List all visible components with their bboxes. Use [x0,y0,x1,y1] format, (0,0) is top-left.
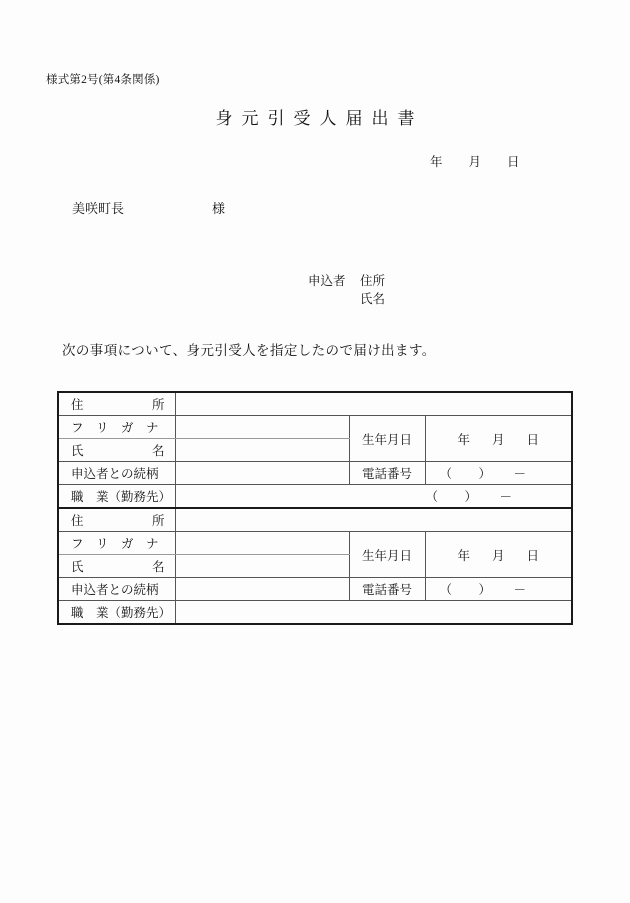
applicant-name-row [308,290,385,308]
occupation-value-cell-1[interactable] [175,485,572,509]
table-row [58,485,572,509]
table-row [58,416,572,439]
page-title: 身元引受人届出書 [215,109,424,128]
dob-value-cell-1[interactable]: 年 月 日 [425,416,572,462]
dob-label-cell-2: 生年月日 [349,532,425,578]
addressee-honorific: 様 [212,201,226,216]
table-row [58,578,572,601]
guarantor-table [57,391,573,625]
name-label-cell-2: 氏 名 [58,555,175,578]
table-row [58,532,572,555]
relation-label-cell-2: 申込者との続柄 [58,578,175,601]
tel-value-cell-1[interactable]: （ ） － [425,462,572,485]
applicant-name-label: 氏名 [360,292,386,306]
address-value-cell-1[interactable] [175,392,572,416]
table-row [58,601,572,625]
occupation-tel-pattern-1: （ ） － [425,490,513,504]
table-row [58,508,572,532]
table-row [58,392,572,416]
name-label-cell-1: 氏 名 [58,439,175,462]
dob-value-cell-2[interactable]: 年 月 日 [425,532,572,578]
addressee-name: 美咲町長 [72,201,125,216]
address-label-cell-2: 住 所 [58,508,175,532]
form-code: 様式第2号(第4条関係) [46,74,160,86]
occupation-value-cell-2[interactable] [175,601,572,625]
applicant-label: 申込者 [308,274,346,288]
name-value-cell-2[interactable] [175,555,349,578]
tel-label-cell-1: 電話番号 [349,462,425,485]
statement-text: 次の事項について、身元引受人を指定したので届け出ます。 [62,343,436,358]
applicant-block [308,272,385,308]
furigana-label-cell-1: フ リ ガ ナ [58,416,175,439]
name-value-cell-1[interactable] [175,439,349,462]
occupation-label-cell-2: 職 業（勤務先） [58,601,175,625]
applicant-address-label: 住所 [360,274,386,288]
date-day-label: 日 [507,155,520,169]
furigana-value-cell-2[interactable] [175,532,349,555]
dob-label-cell-1: 生年月日 [349,416,425,462]
applicant-address-row [308,272,385,290]
date-month-label: 月 [468,155,482,169]
furigana-value-cell-1[interactable] [175,416,349,439]
address-value-cell-2[interactable] [175,508,572,532]
furigana-label-cell-2: フ リ ガ ナ [58,532,175,555]
relation-value-cell-2[interactable] [175,578,349,601]
relation-label-cell-1: 申込者との続柄 [58,462,175,485]
table-row [58,462,572,485]
tel-value-cell-2[interactable]: （ ） － [425,578,572,601]
date-year-label: 年 [430,155,443,169]
date-line [430,152,520,170]
address-label-cell-1: 住 所 [58,392,175,416]
tel-label-cell-2: 電話番号 [349,578,425,601]
relation-value-cell-1[interactable] [175,462,349,485]
occupation-label-cell-1: 職 業（勤務先） [58,485,175,509]
addressee [72,198,225,217]
